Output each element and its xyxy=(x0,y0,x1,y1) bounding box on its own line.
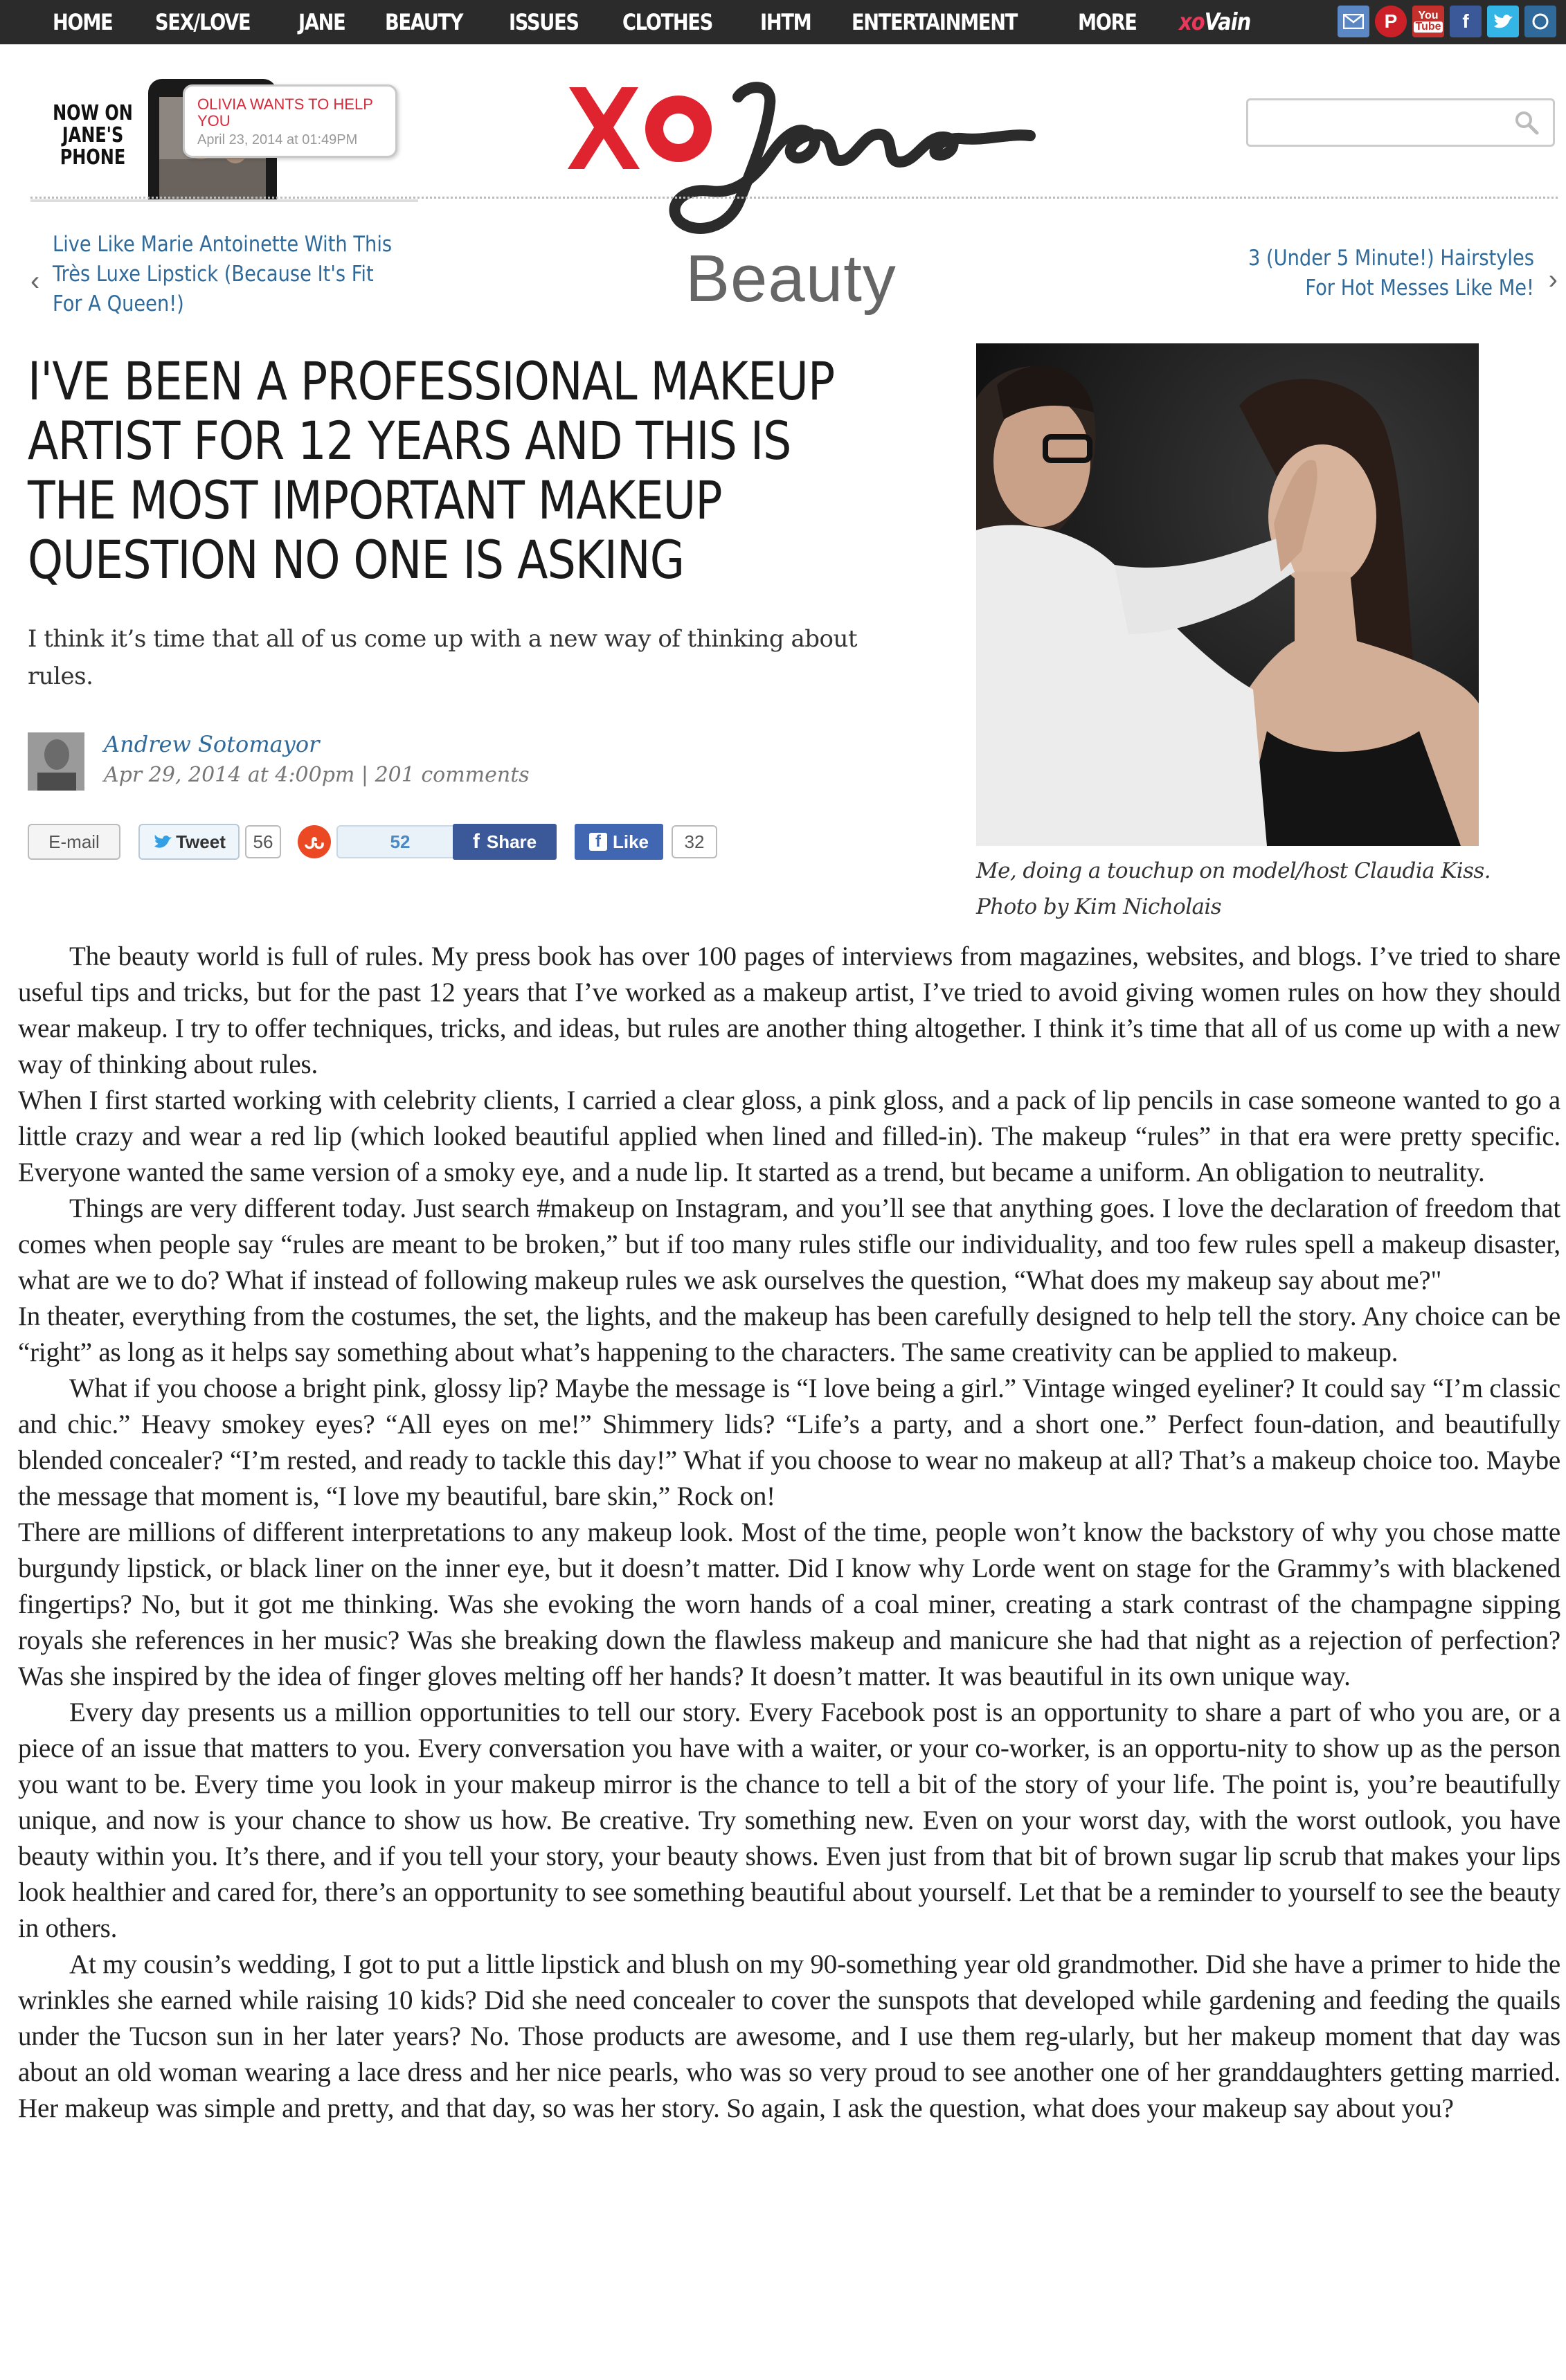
nav-items xyxy=(53,0,1263,44)
article-headline: I'VE BEEN A PROFESSIONAL MAKEUP ARTIST FOR 12 YEARS AND THIS IS THE MOST IMPORTANT MAKEUP QUESTION NO ONE IS ASKING xyxy=(28,350,835,591)
twitter-bird-icon xyxy=(152,833,173,850)
paragraph: When I first started working with celebrity clients, I carried a clear gloss, a pink gloss, and a pack of lip pencils in case someone wanted to go a little crazy and wear a red lip (which looked beautiful applied when lined and filled-in). The makeup “rules” in that era were pretty specific. Everyone wanted the same version of a smoky eye, and a nude lip. It started as a trend, but became a uniform. An obligation to neutrality. xyxy=(18,1085,1560,1187)
paragraph: The beauty world is full of rules. My press book has over 100 pages of interviews from magazines, websites, and blogs. I’ve tried to share useful tips and tricks, but for the past 12 years that I’ve worked as a makeup artist, I’ve tried to avoid giving women rules on how they should wear makeup. I try to offer techniques, tricks, and ideas, but rules are another thing altogether. I think it’s time that all of us come up with a new way of thinking about rules. xyxy=(18,941,1560,1079)
article-photo xyxy=(976,343,1479,846)
top-nav xyxy=(0,0,1566,44)
search-input[interactable] xyxy=(1246,98,1555,147)
paragraph: What if you choose a bright pink, glossy lip? Maybe the message is “I love being a girl.” Vintage winged eyeliner? It could say “I’m classic and chic.” Heavy smokey eyes? “All eyes on me!” Shimmery lids? “Life’s a party, and a short one.” Perfect foun-dation, and beautifully blended concealer? “I’m rested, and ready to tackle this day!” What if you choose to wear no makeup at all? That’s a makeup choice too. Maybe the message that moment is, “I love my beautiful, bare skin,” Rock on! xyxy=(18,1373,1560,1511)
facebook-like-button[interactable] xyxy=(575,824,663,860)
facebook-like-icon: f xyxy=(589,833,607,851)
publish-date: Apr 29, 2014 at 4:00pm xyxy=(104,763,355,787)
facebook-icon: f xyxy=(472,830,480,853)
stumbleupon-count: 52 xyxy=(336,825,464,858)
nav-more[interactable]: MORE xyxy=(1078,9,1137,35)
nav-entertainment[interactable]: ENTERTAINMENT xyxy=(852,9,1018,35)
comments-link[interactable]: 201 comments xyxy=(375,763,530,787)
tweet-label: Tweet xyxy=(176,831,226,852)
facebook-share-label: Share xyxy=(486,831,537,852)
shelf-divider xyxy=(30,199,418,202)
chevron-right-icon: › xyxy=(1548,264,1558,295)
facebook-like-label: Like xyxy=(612,831,649,852)
nav-jane[interactable]: JANE xyxy=(298,9,345,35)
paragraph: At my cousin’s wedding, I got to put a little lipstick and blush on my 90-something year old grandmother. Did she have a primer to hide the wrinkles she earned while raising 10 kids? Did she need concealer to cover the sunspots that developed while gardening and feeding the quails under the Tucson sun in her later years? No. Those products are awesome, and I use them reg-ularly, but her makeup moment that day was about an old woman wearing a lace dress and her nice pearls, who was so very proud to see another one of her granddaughters getting married. Her makeup was simple and pretty, and that day, so was her story. So again, I ask the question, what does your makeup say about you? xyxy=(18,1949,1560,2123)
byline xyxy=(28,731,928,793)
nav-sex-love[interactable]: SEX/LOVE xyxy=(154,9,250,35)
email-icon[interactable] xyxy=(1338,6,1369,37)
nav-home[interactable]: HOME xyxy=(53,9,113,35)
previous-article-title[interactable]: Live Like Marie Antoinette With This Très Luxe Lipstick (Because It's Fit For A Queen!) xyxy=(53,232,393,316)
facebook-icon[interactable]: f xyxy=(1450,6,1482,37)
stumbleupon-icon[interactable] xyxy=(298,825,331,858)
xovain-link[interactable] xyxy=(1179,8,1251,36)
author-name[interactable]: Andrew Sotomayor xyxy=(104,731,320,757)
notification-date: April 23, 2014 at 01:49PM xyxy=(197,132,358,147)
article-dek: I think it’s time that all of us come up with a new way of thinking about rules. xyxy=(28,625,858,690)
previous-article-link[interactable] xyxy=(30,230,393,319)
now-on-janes-phone[interactable] xyxy=(30,98,418,202)
chevron-left-icon: ‹ xyxy=(30,266,40,296)
notification-title: OLIVIA WANTS TO HELP YOU xyxy=(197,96,373,129)
facebook-share-button[interactable] xyxy=(453,824,557,860)
phone-notification-bubble[interactable] xyxy=(183,84,397,158)
paragraph: Things are very different today. Just search #makeup on Instagram, and you’ll see that anything goes. I love the declaration of freedom that comes when people say “rules are meant to be broken,” but if too many rules stifle our individuality, and too few rules spell a makeup disaster, what are we to do? What if instead of following makeup rules we ask ourselves the question, “What does my makeup say about me?" xyxy=(18,1193,1560,1295)
twitter-icon[interactable] xyxy=(1487,6,1519,37)
xovain-xo: xo xyxy=(1178,8,1205,36)
article-body xyxy=(18,939,1560,2127)
tweet-button[interactable] xyxy=(138,824,240,860)
xovain-vain: Vain xyxy=(1204,8,1251,36)
photo-caption: Me, doing a touchup on model/host Claudia Kiss. Photo by Kim Nicholais xyxy=(976,858,1491,919)
google-plus-icon[interactable] xyxy=(1524,6,1556,37)
nav-issues[interactable]: ISSUES xyxy=(508,9,579,35)
search-icon[interactable] xyxy=(1514,110,1539,135)
like-count: 32 xyxy=(672,825,717,858)
pinterest-icon[interactable]: P xyxy=(1375,6,1407,37)
nav-clothes[interactable]: CLOTHES xyxy=(622,9,712,35)
paragraph: There are millions of different interpretations to any makeup look. Most of the time, people won’t know the backstory of why you chose matte burgundy lipstick, or black liner on the inner eye, but it doesn’t matter. Did I know why Lorde went on stage for the Grammy’s with blackened fingertips? No, but it got me thinking. Was she evoking the worn hands of a coal miner, creating a stark contrast of the champagne sipping royals she references in her music? Was she breaking down the flawless makeup and manicure she had that night as a rejection of perfection? Was she inspired by the idea of finger gloves melting off her hands? It doesn’t matter. It was beautiful in its own unique way. xyxy=(18,1517,1560,1691)
next-article-link[interactable] xyxy=(1170,244,1558,303)
section-title: Beauty xyxy=(685,242,897,316)
now-on-label: NOW ON JANE'S PHONE xyxy=(53,101,133,170)
email-share-button[interactable]: E-mail xyxy=(28,824,120,860)
header-dotted-divider xyxy=(30,197,1558,199)
social-icons xyxy=(1338,6,1556,37)
article-meta: Apr 29, 2014 at 4:00pm | 201 comments xyxy=(104,763,530,787)
nav-ihtm[interactable]: IHTM xyxy=(759,9,811,35)
nav-beauty[interactable]: BEAUTY xyxy=(385,9,463,35)
share-bar xyxy=(28,824,858,863)
paragraph: Every day presents us a million opportunities to tell our story. Every Facebook post is an opportunity to share a part of who you are, or a piece of an issue that matters to you. Every conversation you have with a waiter, or your co-worker, is an opportu-nity to show up as the person you want to be. Every time you look in your makeup mirror is the chance to tell a bit of the story of your life. The point is, you’re beautifully unique, and now is your chance to show us how. Be creative. Try something new. Even on your worst day, with the worst outlook, you have beauty within you. It’s there, and if you tell your story, your beauty shows. Even just from that bit of brown sugar lip scrub that makes your lips look healthier and cared for, there’s an opportunity to see something beautiful about yourself. Let that be a reminder to yourself to see the beauty in others. xyxy=(18,1697,1560,1943)
paragraph: In theater, everything from the costumes, the set, the lights, and the makeup has been carefully designed to help tell the story. Any choice can be “right” as long as it helps say something about what’s happening to the characters. The same creativity can be applied to makeup. xyxy=(18,1301,1560,1367)
youtube-icon[interactable]: You Tube xyxy=(1412,6,1444,37)
xojane-logo[interactable] xyxy=(565,69,1063,242)
tweet-count: 56 xyxy=(245,825,281,858)
author-avatar[interactable] xyxy=(28,732,84,791)
next-article-title[interactable]: 3 (Under 5 Minute!) Hairstyles For Hot Messes Like Me! xyxy=(1248,246,1534,300)
